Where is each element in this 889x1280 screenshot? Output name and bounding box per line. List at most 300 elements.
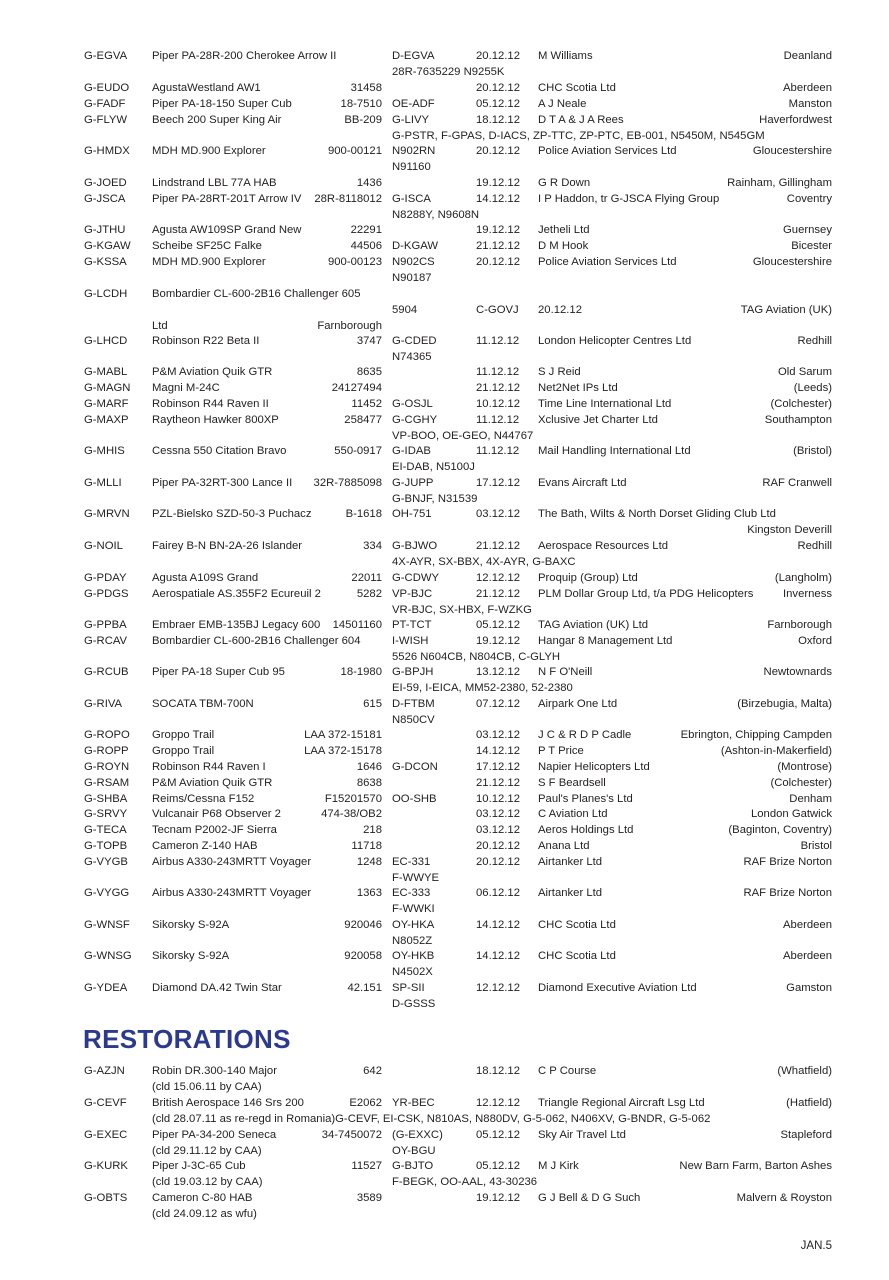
aircraft-type: PZL-Bielsko SZD-50-3 Puchacz xyxy=(152,508,312,520)
registration: G-SHBA xyxy=(84,793,128,805)
construction-number: 11718 xyxy=(351,840,382,852)
owner-name: 20.12.12 xyxy=(538,304,582,316)
aircraft-type: Fairey B-N BN-2A-26 Islander xyxy=(152,540,303,552)
owner-name: C Aviation Ltd xyxy=(538,808,608,820)
construction-number: 3747 xyxy=(356,335,382,347)
register-entry-continuation xyxy=(0,933,889,949)
previous-identity: G-BJTO xyxy=(392,1160,434,1172)
base-location: Kingston Deverill xyxy=(747,524,832,536)
register-entry-continuation xyxy=(0,712,889,728)
register-entry xyxy=(0,791,889,807)
previous-identity: D-KGAW xyxy=(392,240,439,252)
registration-date: 14.12.12 xyxy=(476,193,520,205)
register-entry xyxy=(0,175,889,191)
register-entry-continuation xyxy=(0,901,889,917)
registration-date: 21.12.12 xyxy=(476,777,520,789)
registration: G-TOPB xyxy=(84,840,128,852)
previous-identity: OE-ADF xyxy=(392,98,435,110)
cancellation-note: (cld 15.06.11 by CAA) xyxy=(152,1080,262,1093)
base-location: Oxford xyxy=(798,635,832,647)
registration: G-JTHU xyxy=(84,224,126,236)
base-location: Guernsey xyxy=(783,224,832,236)
register-entry xyxy=(0,302,889,318)
base-location: Aberdeen xyxy=(783,919,832,931)
base-location: Redhill xyxy=(797,540,832,552)
register-entry-continuation xyxy=(0,159,889,175)
previous-identity: N902CS xyxy=(392,256,435,268)
previous-identity: OH-751 xyxy=(392,508,432,520)
registration-date: 20.12.12 xyxy=(476,840,520,852)
base-location: Gloucestershire xyxy=(752,256,832,268)
aircraft-type: Cameron C-80 HAB xyxy=(152,1192,253,1204)
owner-name: Jetheli Ltd xyxy=(538,224,590,236)
owner-name: M J Kirk xyxy=(538,1160,579,1172)
aircraft-type: P&M Aviation Quik GTR xyxy=(152,366,273,378)
aircraft-type: Airbus A330-243MRTT Voyager xyxy=(152,887,312,899)
register-entry xyxy=(0,727,889,743)
owner-name: TAG Aviation (UK) Ltd xyxy=(538,619,649,631)
previous-identity: I-WISH xyxy=(392,635,429,647)
owner-name: A J Neale xyxy=(538,98,587,110)
owner-name: P T Price xyxy=(538,745,584,757)
aircraft-type: Aerospatiale AS.355F2 Ecureuil 2 xyxy=(152,588,321,600)
owner-name: D M Hook xyxy=(538,240,589,252)
owner-name: Paul's Planes's Ltd xyxy=(538,793,633,805)
construction-number: LAA 372-15178 xyxy=(304,745,382,757)
construction-number: 22291 xyxy=(350,224,382,236)
previous-identities-continued: 5526 N604CB, N804CB, C-GLYH xyxy=(392,650,561,663)
registration: G-ROPP xyxy=(84,745,129,757)
registration-date: 06.12.12 xyxy=(476,887,520,899)
base-location: Inverness xyxy=(783,588,832,600)
registration-date: 18.12.12 xyxy=(476,114,520,126)
owner-name: Sky Air Travel Ltd xyxy=(538,1129,626,1141)
construction-number: 18-1980 xyxy=(340,666,382,678)
base-location: Deanland xyxy=(783,50,832,62)
base-location: RAF Cranwell xyxy=(762,477,832,489)
base-location: Coventry xyxy=(786,193,832,205)
registration-date: 14.12.12 xyxy=(476,919,520,931)
construction-number: 1363 xyxy=(356,887,382,899)
registration-date: 12.12.12 xyxy=(476,1097,520,1109)
register-entry xyxy=(0,475,889,491)
owner-name: Time Line International Ltd xyxy=(538,398,672,410)
registration-date: 03.12.12 xyxy=(476,824,520,836)
previous-identity: G-CDWY xyxy=(392,572,440,584)
base-location: (Whatfield) xyxy=(777,1065,832,1077)
owner-name: G R Down xyxy=(538,177,591,189)
aircraft-type: Agusta AW109SP Grand New xyxy=(152,224,302,236)
registration-date: 21.12.12 xyxy=(476,382,520,394)
previous-identity: SP-SII xyxy=(392,982,425,994)
registration-date: 19.12.12 xyxy=(476,1192,520,1204)
previous-identity: G-LIVY xyxy=(392,114,430,126)
construction-number: 11452 xyxy=(351,398,382,410)
previous-identities-continued: N4502X xyxy=(392,965,433,978)
restoration-entry xyxy=(0,1063,889,1079)
registration-date: 13.12.12 xyxy=(476,666,520,678)
owner-name: Triangle Regional Aircraft Lsg Ltd xyxy=(538,1097,705,1109)
previous-identities-continued: VR-BJC, SX-HBX, F-WZKG xyxy=(392,603,532,616)
previous-identity: D-EGVA xyxy=(392,50,435,62)
register-entry xyxy=(0,696,889,712)
registration: G-RIVA xyxy=(84,698,123,710)
aircraft-type: Tecnam P2002-JF Sierra xyxy=(152,824,277,836)
register-entry xyxy=(0,633,889,649)
registration-date: 11.12.12 xyxy=(476,414,520,426)
construction-number: 3589 xyxy=(356,1192,382,1204)
base-location: (Hatfield) xyxy=(786,1097,832,1109)
register-entry xyxy=(0,917,889,933)
register-entry xyxy=(0,570,889,586)
registration: G-WNSF xyxy=(84,919,130,931)
aircraft-type: Magni M-24C xyxy=(152,382,220,394)
construction-number: LAA 372-15181 xyxy=(304,729,382,741)
base-location: Aberdeen xyxy=(783,950,832,962)
registration-date: 14.12.12 xyxy=(476,950,520,962)
aircraft-type: MDH MD.900 Explorer xyxy=(152,256,266,268)
owner-name: Napier Helicopters Ltd xyxy=(538,761,650,773)
previous-identity: EC-331 xyxy=(392,856,431,868)
register-entry xyxy=(0,806,889,822)
previous-identities-continued: N8052Z xyxy=(392,934,433,947)
construction-number: 8638 xyxy=(356,777,382,789)
previous-identity: G-IDAB xyxy=(392,445,431,457)
registration: G-MRVN xyxy=(84,508,130,520)
register-entry xyxy=(0,254,889,270)
registration-date: 21.12.12 xyxy=(476,240,520,252)
previous-identities-continued: 28R-7635229 N9255K xyxy=(392,65,505,78)
registration: G-PDGS xyxy=(84,588,129,600)
base-location: Denham xyxy=(789,793,832,805)
register-entry xyxy=(0,822,889,838)
register-entry-continuation xyxy=(0,270,889,286)
owner-name: Aerospace Resources Ltd xyxy=(538,540,668,552)
registration: G-RCUB xyxy=(84,666,129,678)
base-location: London Gatwick xyxy=(750,808,832,820)
registration-date: 10.12.12 xyxy=(476,398,520,410)
aircraft-type: Bombardier CL-600-2B16 Challenger 604 xyxy=(152,635,361,647)
aircraft-type: Raytheon Hawker 800XP xyxy=(152,414,279,426)
restoration-entry-notes xyxy=(0,1143,889,1159)
restorations-heading: RESTORATIONS xyxy=(83,1024,291,1054)
aircraft-type: Groppo Trail xyxy=(152,745,215,757)
aircraft-type: Lindstrand LBL 77A HAB xyxy=(152,177,277,189)
construction-number: 900-00121 xyxy=(327,145,382,157)
previous-identities-continued: VP-BOO, OE-GEO, N44767 xyxy=(392,429,534,442)
registration-date: 21.12.12 xyxy=(476,588,520,600)
registration: G-MABL xyxy=(84,366,128,378)
base-location: RAF Brize Norton xyxy=(743,887,832,899)
base-location: RAF Brize Norton xyxy=(743,856,832,868)
construction-number: 900-00123 xyxy=(327,256,382,268)
aircraft-type: British Aerospace 146 Srs 200 xyxy=(152,1097,304,1109)
registration: G-VYGG xyxy=(84,887,130,899)
previous-identity: N902RN xyxy=(392,145,436,157)
cancellation-note: (cld 28.07.11 as re-regd in Romania)G-CEVF, EI-CSK, N810AS, N880DV, G-5-062, N406XV, G-BNDR, G-5-062 xyxy=(152,1112,711,1125)
construction-number: 31458 xyxy=(350,82,382,94)
registration-date: 10.12.12 xyxy=(476,793,520,805)
register-entry-continuation xyxy=(0,128,889,144)
base-location: (Bristol) xyxy=(793,445,832,457)
aircraft-type: Embraer EMB-135BJ Legacy 600 xyxy=(152,619,321,631)
aircraft-type: Piper PA-18-150 Super Cub xyxy=(152,98,292,110)
registration: G-ROPO xyxy=(84,729,130,741)
aircraft-type: Robinson R44 Raven II xyxy=(152,398,269,410)
aircraft-type: Reims/Cessna F152 xyxy=(152,793,255,805)
previous-identity: G-ISCA xyxy=(392,193,431,205)
construction-number: 920046 xyxy=(344,919,382,931)
aircraft-type: MDH MD.900 Explorer xyxy=(152,145,266,157)
base-location: Bristol xyxy=(800,840,832,852)
register-entry xyxy=(0,838,889,854)
owner-name: PLM Dollar Group Ltd, t/a PDG Helicopters xyxy=(538,588,754,600)
owner-name: Xclusive Jet Charter Ltd xyxy=(538,414,658,426)
base-location: (Leeds) xyxy=(793,382,832,394)
construction-number: 42.151 xyxy=(347,982,382,994)
construction-number: Farnborough xyxy=(317,320,382,332)
registration: G-FLYW xyxy=(84,114,128,126)
aircraft-type: Piper J-3C-65 Cub xyxy=(152,1160,246,1172)
register-entry xyxy=(0,222,889,238)
registration-date: 19.12.12 xyxy=(476,177,520,189)
registration-date: 03.12.12 xyxy=(476,508,520,520)
base-location: Stapleford xyxy=(780,1129,832,1141)
construction-number: 1248 xyxy=(356,856,382,868)
owner-name: Airtanker Ltd xyxy=(538,856,603,868)
registration: G-KGAW xyxy=(84,240,131,252)
registration-date: C-GOVJ xyxy=(476,304,519,316)
registration-date: 19.12.12 xyxy=(476,635,520,647)
register-entry xyxy=(0,48,889,64)
base-location: Ebrington, Chipping Campden xyxy=(680,729,832,741)
base-location: Aberdeen xyxy=(783,82,832,94)
registration: G-TECA xyxy=(84,824,127,836)
register-entry xyxy=(0,238,889,254)
registration: G-MAGN xyxy=(84,382,131,394)
construction-number: 18-7510 xyxy=(340,98,382,110)
register-entry xyxy=(0,412,889,428)
aircraft-type: Piper PA-28RT-201T Arrow IV xyxy=(152,193,302,205)
registration-date: 05.12.12 xyxy=(476,619,520,631)
construction-number: 474-38/OB2 xyxy=(321,808,382,820)
owner-name: S F Beardsell xyxy=(538,777,606,789)
registration-date: 17.12.12 xyxy=(476,477,520,489)
registration-date: 20.12.12 xyxy=(476,145,520,157)
construction-number: 24127494 xyxy=(331,382,382,394)
base-location: Old Sarum xyxy=(778,366,832,378)
construction-number: 1436 xyxy=(356,177,382,189)
previous-identities-continued: 4X-AYR, SX-BBX, 4X-AYR, G-BAXC xyxy=(392,555,576,568)
register-entry-continuation xyxy=(0,680,889,696)
owner-name: Diamond Executive Aviation Ltd xyxy=(538,982,697,994)
registration-date: 07.12.12 xyxy=(476,698,520,710)
registration: G-ROYN xyxy=(84,761,130,773)
registration-date: 11.12.12 xyxy=(476,335,520,347)
previous-identities-continued: N90187 xyxy=(392,271,432,284)
register-entry-continuation xyxy=(0,459,889,475)
registration-date: 17.12.12 xyxy=(476,761,520,773)
construction-number: 8635 xyxy=(356,366,382,378)
base-location: Redhill xyxy=(797,335,832,347)
owner-name: The Bath, Wilts & North Dorset Gliding Club Ltd xyxy=(538,508,776,520)
register-entry xyxy=(0,586,889,602)
construction-number: 550-0917 xyxy=(334,445,382,457)
cancellation-note: (cld 19.03.12 by CAA) xyxy=(152,1175,263,1188)
construction-number: BB-209 xyxy=(344,114,382,126)
owner-name: CHC Scotia Ltd xyxy=(538,919,616,931)
aircraft-type: Vulcanair P68 Observer 2 xyxy=(152,808,281,820)
owner-name: Evans Aircraft Ltd xyxy=(538,477,627,489)
registration: G-AZJN xyxy=(84,1065,125,1077)
registration: G-YDEA xyxy=(84,982,128,994)
base-location: Southampton xyxy=(764,414,832,426)
registration: G-EXEC xyxy=(84,1129,128,1141)
owner-name: Proquip (Group) Ltd xyxy=(538,572,638,584)
restoration-entry xyxy=(0,1095,889,1111)
owner-name: I P Haddon, tr G-JSCA Flying Group xyxy=(538,193,720,205)
aircraft-type: Cameron Z-140 HAB xyxy=(152,840,258,852)
registration-date: 19.12.12 xyxy=(476,224,520,236)
base-location: (Montrose) xyxy=(777,761,832,773)
register-entry-continuation xyxy=(0,428,889,444)
construction-number: 920058 xyxy=(344,950,382,962)
register-entry xyxy=(0,191,889,207)
previous-identities-continued: N91160 xyxy=(392,160,431,173)
registration-date: 18.12.12 xyxy=(476,1065,520,1077)
previous-identities-continued: F-WWYE xyxy=(392,871,440,884)
registration: G-OBTS xyxy=(84,1192,128,1204)
restoration-entry xyxy=(0,1127,889,1143)
registration-date: 05.12.12 xyxy=(476,1160,520,1172)
registration: G-VYGB xyxy=(84,856,128,868)
previous-identity: D-FTBM xyxy=(392,698,435,710)
aircraft-type: Scheibe SF25C Falke xyxy=(152,240,262,252)
register-entry xyxy=(0,885,889,901)
cancellation-note: (cld 24.09.12 as wfu) xyxy=(152,1207,257,1220)
previous-identity: OY-HKB xyxy=(392,950,435,962)
register-entry xyxy=(0,759,889,775)
aircraft-type: Agusta A109S Grand xyxy=(152,572,259,584)
owner-name: Mail Handling International Ltd xyxy=(538,445,691,457)
previous-identities-continued: G-PSTR, F-GPAS, D-IACS, ZP-TTC, ZP-PTC, EB-001, N5450M, N545GM xyxy=(392,129,765,142)
owner-name: C P Course xyxy=(538,1065,597,1077)
construction-number: E2062 xyxy=(349,1097,382,1109)
base-location: Newtownards xyxy=(763,666,832,678)
aircraft-type: AgustaWestland AW1 xyxy=(152,82,261,94)
previous-identity: YR-BEC xyxy=(392,1097,435,1109)
construction-number: 14501160 xyxy=(332,619,382,631)
aircraft-type: Cessna 550 Citation Bravo xyxy=(152,445,287,457)
owner-name: CHC Scotia Ltd xyxy=(538,82,616,94)
restoration-entry-notes xyxy=(0,1079,889,1095)
construction-number: 615 xyxy=(363,698,382,710)
owner-name: Airpark One Ltd xyxy=(538,698,618,710)
owner-name: London Helicopter Centres Ltd xyxy=(538,335,692,347)
registration: G-PDAY xyxy=(84,572,127,584)
register-entry xyxy=(0,96,889,112)
base-location: Malvern & Royston xyxy=(736,1192,832,1204)
register-entry xyxy=(0,664,889,680)
construction-number: B-1618 xyxy=(345,508,382,520)
restoration-entry-notes xyxy=(0,1111,889,1127)
base-location: Bicester xyxy=(791,240,832,252)
owner-name: G J Bell & D G Such xyxy=(538,1192,641,1204)
base-location: TAG Aviation (UK) xyxy=(740,304,832,316)
register-entry-continuation xyxy=(0,996,889,1012)
previous-identity: EC-333 xyxy=(392,887,431,899)
register-entry xyxy=(0,743,889,759)
construction-number: 44506 xyxy=(350,240,382,252)
base-location: (Ashton-in-Makerfield) xyxy=(720,745,832,757)
owner-name: N F O'Neill xyxy=(538,666,593,678)
registration: G-WNSG xyxy=(84,950,132,962)
register-entry xyxy=(0,522,889,538)
construction-number: 11527 xyxy=(351,1160,382,1172)
registration-date: 12.12.12 xyxy=(476,572,520,584)
previous-identities-continued: OY-BGU xyxy=(392,1144,436,1157)
register-entry-continuation xyxy=(0,870,889,886)
register-entry xyxy=(0,538,889,554)
register-entry-continuation xyxy=(0,964,889,980)
previous-identity: G-DCON xyxy=(392,761,438,773)
owner-name: Hangar 8 Management Ltd xyxy=(538,635,673,647)
restoration-entry xyxy=(0,1190,889,1206)
registration-date: 14.12.12 xyxy=(476,745,520,757)
previous-identities-continued: D-GSSS xyxy=(392,997,436,1010)
register-entry xyxy=(0,443,889,459)
previous-identities-continued: EI-59, I-EICA, MM52-2380, 52-2380 xyxy=(392,681,573,694)
base-location: (Colchester) xyxy=(770,398,832,410)
registration-date: 20.12.12 xyxy=(476,82,520,94)
owner-name: Aeros Holdings Ltd xyxy=(538,824,634,836)
registration: G-CEVF xyxy=(84,1097,127,1109)
construction-number: 32R-7885098 xyxy=(313,477,382,489)
register-entry-continuation xyxy=(0,64,889,80)
registration: G-EUDO xyxy=(84,82,130,94)
registration-date: 12.12.12 xyxy=(476,982,520,994)
register-entry xyxy=(0,854,889,870)
previous-identities-continued: F-BEGK, OO-AAL, 43-30236 xyxy=(392,1175,538,1188)
registration-date: 11.12.12 xyxy=(476,366,520,378)
registration: G-SRVY xyxy=(84,808,128,820)
register-entry xyxy=(0,80,889,96)
base-location: Gamston xyxy=(786,982,832,994)
base-location: Rainham, Gillingham xyxy=(727,177,832,189)
register-entry xyxy=(0,775,889,791)
owner-name: J C & R D P Cadle xyxy=(538,729,632,741)
aircraft-type: Diamond DA.42 Twin Star xyxy=(152,982,282,994)
registration-date: 20.12.12 xyxy=(476,856,520,868)
previous-identities-continued: N850CV xyxy=(392,713,435,726)
construction-number: 642 xyxy=(363,1065,382,1077)
construction-number: 1646 xyxy=(356,761,382,773)
aircraft-type: Airbus A330-243MRTT Voyager xyxy=(152,856,312,868)
owner-name: Police Aviation Services Ltd xyxy=(538,145,677,157)
registration: G-FADF xyxy=(84,98,126,110)
registration: G-NOIL xyxy=(84,540,123,552)
restoration-entry-notes xyxy=(0,1206,889,1222)
base-location: (Colchester) xyxy=(770,777,832,789)
registration: G-LCDH xyxy=(84,288,128,300)
previous-identity: G-OSJL xyxy=(392,398,433,410)
registration-date: 20.12.12 xyxy=(476,50,520,62)
cancellation-note: (cld 29.11.12 by CAA) xyxy=(152,1144,262,1157)
aircraft-type: Robinson R22 Beta II xyxy=(152,335,260,347)
register-entry-continuation xyxy=(0,602,889,618)
base-location: Gloucestershire xyxy=(752,145,832,157)
previous-identity: (G-EXXC) xyxy=(392,1129,443,1141)
